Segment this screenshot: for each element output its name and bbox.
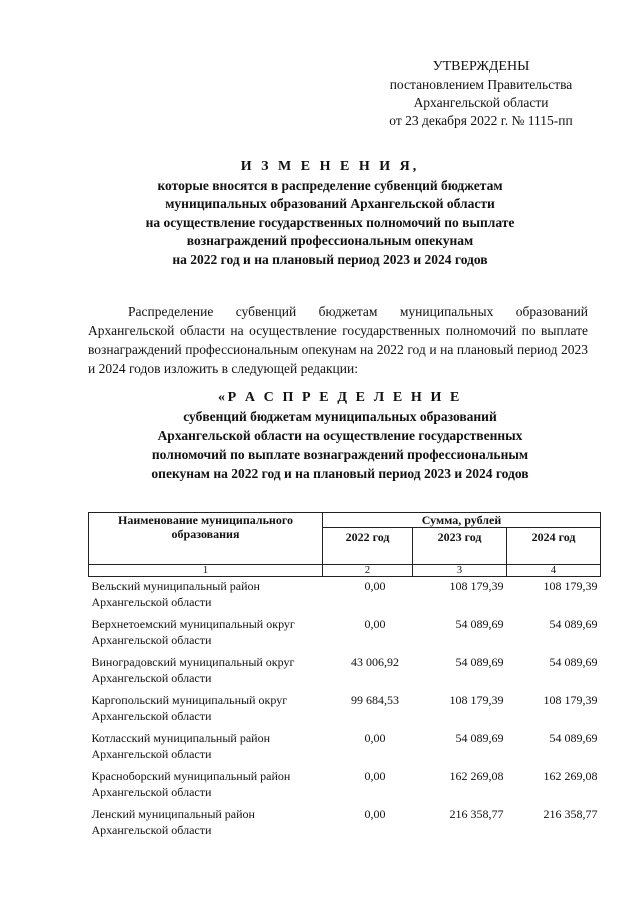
column-header-2023: 2023 год xyxy=(413,528,507,565)
value-2023: 162 269,08 xyxy=(449,769,504,783)
document-heading xyxy=(60,158,600,269)
distribution-heading xyxy=(70,388,610,483)
heading-line: которые вносятся в распределение субвенций бюджетам xyxy=(157,177,503,193)
municipality-name: Вельский муниципальный район Архангельской области xyxy=(91,579,260,609)
value-2023: 54 089,69 xyxy=(455,655,504,669)
heading-line: вознаграждений профессиональным опекунам xyxy=(186,233,474,248)
value-2023: 108 179,39 xyxy=(449,693,504,707)
value-2023: 54 089,69 xyxy=(455,617,504,631)
column-number: 1 xyxy=(89,565,323,577)
value-2023: 54 089,69 xyxy=(455,731,504,745)
column-header-2024: 2024 год xyxy=(507,528,601,565)
column-number: 2 xyxy=(323,565,413,577)
heading-line: муниципальных образований Архангельской области xyxy=(165,196,495,211)
table-row xyxy=(89,653,601,691)
value-2024: 216 358,77 xyxy=(543,807,598,821)
municipality-name: Верхнетоемский муниципальный округ Архангельской области xyxy=(91,617,295,647)
distribution-line: опекунам на 2022 год и на плановый период 2023 и 2024 годов xyxy=(151,466,529,481)
heading-line: на осуществление государственных полномочий по выплате xyxy=(145,214,515,230)
approval-line: Архангельской области xyxy=(413,95,549,110)
column-number: 3 xyxy=(413,565,507,577)
table-row xyxy=(89,767,601,805)
table-row xyxy=(89,691,601,729)
approval-block xyxy=(372,58,590,130)
value-2022: 99 684,53 xyxy=(351,693,399,707)
distribution-line: полномочий по выплате вознаграждений профессиональным xyxy=(151,447,529,462)
value-2022: 0,00 xyxy=(364,769,386,783)
value-2022: 43 006,92 xyxy=(351,655,399,669)
heading-title: И З М Е Н Е Н И Я, xyxy=(240,159,420,174)
value-2022: 0,00 xyxy=(364,807,386,821)
column-header-sum: Сумма, рублей xyxy=(323,513,601,528)
distribution-table xyxy=(88,512,601,843)
value-2024: 54 089,69 xyxy=(549,731,598,745)
distribution-line: субвенций бюджетам муниципальных образований xyxy=(183,409,497,424)
municipality-name: Каргопольский муниципальный округ Архангельской области xyxy=(91,693,288,723)
municipality-name: Виноградовский муниципальный округ Архангельской области xyxy=(91,655,295,685)
table-row xyxy=(89,729,601,767)
column-header-2022: 2022 год xyxy=(323,528,413,565)
heading-line: на 2022 год и на плановый период 2023 и 2024 годов xyxy=(172,251,488,267)
body-paragraph: Распределение субвенций бюджетам муниципальных образований Архангельской области на осуществление государственных полномочий по выплате вознаграждений профессиональным опекунам на 2022 год и на плановый период 2023 и 2024 годов изложить в следующей редакции: xyxy=(88,304,588,376)
value-2023: 216 358,77 xyxy=(449,807,504,821)
value-2024: 54 089,69 xyxy=(549,655,598,669)
value-2022: 0,00 xyxy=(364,731,386,745)
value-2024: 162 269,08 xyxy=(543,769,598,783)
table-row xyxy=(89,577,601,616)
value-2022: 0,00 xyxy=(364,617,386,631)
table-row xyxy=(89,615,601,653)
column-number: 4 xyxy=(507,565,601,577)
value-2024: 108 179,39 xyxy=(543,693,598,707)
municipality-name: Котласский муниципальный район Архангельской области xyxy=(91,731,271,761)
distribution-title: «Р А С П Р Е Д Е Л Е Н И Е xyxy=(217,390,462,405)
value-2023: 108 179,39 xyxy=(449,579,504,593)
column-header-name: Наименование муниципального образования xyxy=(89,513,323,565)
table-row xyxy=(89,805,601,843)
distribution-line: Архангельской области на осуществление государственных xyxy=(157,428,523,443)
value-2022: 0,00 xyxy=(364,579,386,593)
approval-line: от 23 декабря 2022 г. № 1115-пп xyxy=(389,113,573,128)
value-2024: 54 089,69 xyxy=(549,617,598,631)
approval-title: УТВЕРЖДЕНЫ xyxy=(432,59,530,74)
value-2024: 108 179,39 xyxy=(543,579,598,593)
municipality-name: Красноборский муниципальный район Архангельской области xyxy=(91,769,291,799)
municipality-name: Ленский муниципальный район Архангельской области xyxy=(91,807,255,837)
approval-line: постановлением Правительства xyxy=(389,77,573,92)
